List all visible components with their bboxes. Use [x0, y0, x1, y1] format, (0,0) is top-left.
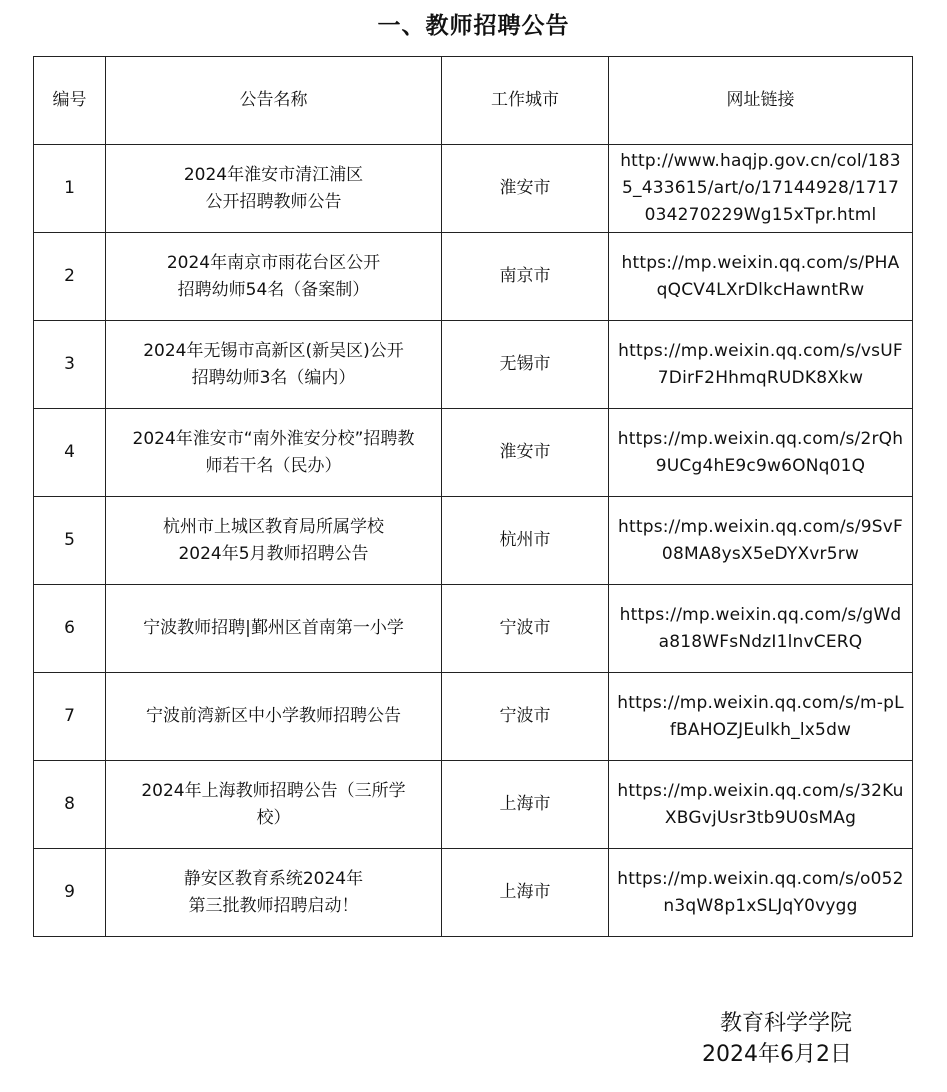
- row-city: 上海市: [442, 849, 609, 937]
- name-line: 招聘幼师3名（编内）: [191, 367, 356, 388]
- row-name: [106, 321, 442, 409]
- row-url-link[interactable]: https://mp.weixin.qq.com/s/PHAqQCV4LXrDlkcHawntRw: [609, 233, 913, 321]
- row-url-link[interactable]: https://mp.weixin.qq.com/s/m-pLfBAHOZJEulkh_lx5dw: [609, 673, 913, 761]
- row-no: 5: [34, 497, 106, 585]
- header-city: 工作城市: [442, 57, 609, 145]
- row-url-link[interactable]: https://mp.weixin.qq.com/s/9SvF08MA8ysX5eDYXvr5rw: [609, 497, 913, 585]
- row-city: 上海市: [442, 761, 609, 849]
- table-row: [34, 585, 913, 673]
- name-line: 2024年淮安市清江浦区: [183, 164, 364, 185]
- row-url-link[interactable]: https://mp.weixin.qq.com/s/2rQh9UCg4hE9c9w6ONq01Q: [609, 409, 913, 497]
- table-header-row: [34, 57, 913, 145]
- row-name: [106, 409, 442, 497]
- row-name: [106, 761, 442, 849]
- row-no: 9: [34, 849, 106, 937]
- row-url-link[interactable]: https://mp.weixin.qq.com/s/32KuXBGvjUsr3tb9U0sMAg: [609, 761, 913, 849]
- table-row: [34, 233, 913, 321]
- row-name: [106, 233, 442, 321]
- name-line: 2024年无锡市高新区(新吴区)公开: [143, 340, 404, 361]
- row-city: 宁波市: [442, 585, 609, 673]
- page-title: 一、教师招聘公告: [377, 13, 570, 39]
- row-no: 6: [34, 585, 106, 673]
- row-url-link[interactable]: https://mp.weixin.qq.com/s/vsUF7DirF2HhmqRUDK8Xkw: [609, 321, 913, 409]
- row-name: [106, 145, 442, 233]
- header-url: 网址链接: [609, 57, 913, 145]
- row-city: 淮安市: [442, 409, 609, 497]
- row-city: 无锡市: [442, 321, 609, 409]
- signature-org: 教育科学学院: [719, 1011, 852, 1036]
- row-no: 3: [34, 321, 106, 409]
- name-line: 师若干名（民办）: [205, 455, 342, 476]
- name-line: 宁波前湾新区中小学教师招聘公告: [146, 706, 401, 726]
- row-name: [106, 673, 442, 761]
- table-row: [34, 145, 913, 233]
- name-line: 静安区教育系统2024年: [183, 868, 364, 889]
- row-city: 南京市: [442, 233, 609, 321]
- signature-block: [702, 1008, 852, 1070]
- table-row: [34, 761, 913, 849]
- row-url-link[interactable]: https://mp.weixin.qq.com/s/gWda818WFsNdzI1lnvCERQ: [609, 585, 913, 673]
- name-line: 杭州市上城区教育局所属学校: [163, 516, 384, 537]
- header-no: 编号: [34, 57, 106, 145]
- name-line: 2024年南京市雨花台区公开: [166, 252, 381, 273]
- row-city: 杭州市: [442, 497, 609, 585]
- name-line: 2024年淮安市“南外淮安分校”招聘教: [132, 428, 415, 449]
- name-line: 公开招聘教师公告: [205, 191, 342, 212]
- signature-date: 2024年6月2日: [702, 1042, 852, 1067]
- table-row: [34, 673, 913, 761]
- name-line: 招聘幼师54名（备案制）: [177, 279, 370, 300]
- row-name: [106, 585, 442, 673]
- row-no: 4: [34, 409, 106, 497]
- row-city: 淮安市: [442, 145, 609, 233]
- name-line: 宁波教师招聘|鄞州区首南第一小学: [143, 618, 404, 638]
- table-row: [34, 321, 913, 409]
- recruitment-table: [33, 56, 913, 937]
- name-line: 2024年上海教师招聘公告（三所学: [141, 780, 406, 801]
- name-line: 校）: [256, 807, 291, 828]
- row-no: 1: [34, 145, 106, 233]
- row-no: 8: [34, 761, 106, 849]
- table-row: [34, 849, 913, 937]
- name-line: 第三批教师招聘启动！: [188, 895, 359, 916]
- row-no: 7: [34, 673, 106, 761]
- row-no: 2: [34, 233, 106, 321]
- row-url-link[interactable]: https://mp.weixin.qq.com/s/o052n3qW8p1xSLJqY0vygg: [609, 849, 913, 937]
- table-row: [34, 497, 913, 585]
- row-city: 宁波市: [442, 673, 609, 761]
- name-line: 2024年5月教师招聘公告: [178, 543, 369, 564]
- row-url-link[interactable]: http://www.haqjp.gov.cn/col/1835_433615/art/o/17144928/1717034270229Wg15xTpr.html: [609, 145, 913, 233]
- table-row: [34, 409, 913, 497]
- row-name: [106, 849, 442, 937]
- header-name: 公告名称: [106, 57, 442, 145]
- row-name: [106, 497, 442, 585]
